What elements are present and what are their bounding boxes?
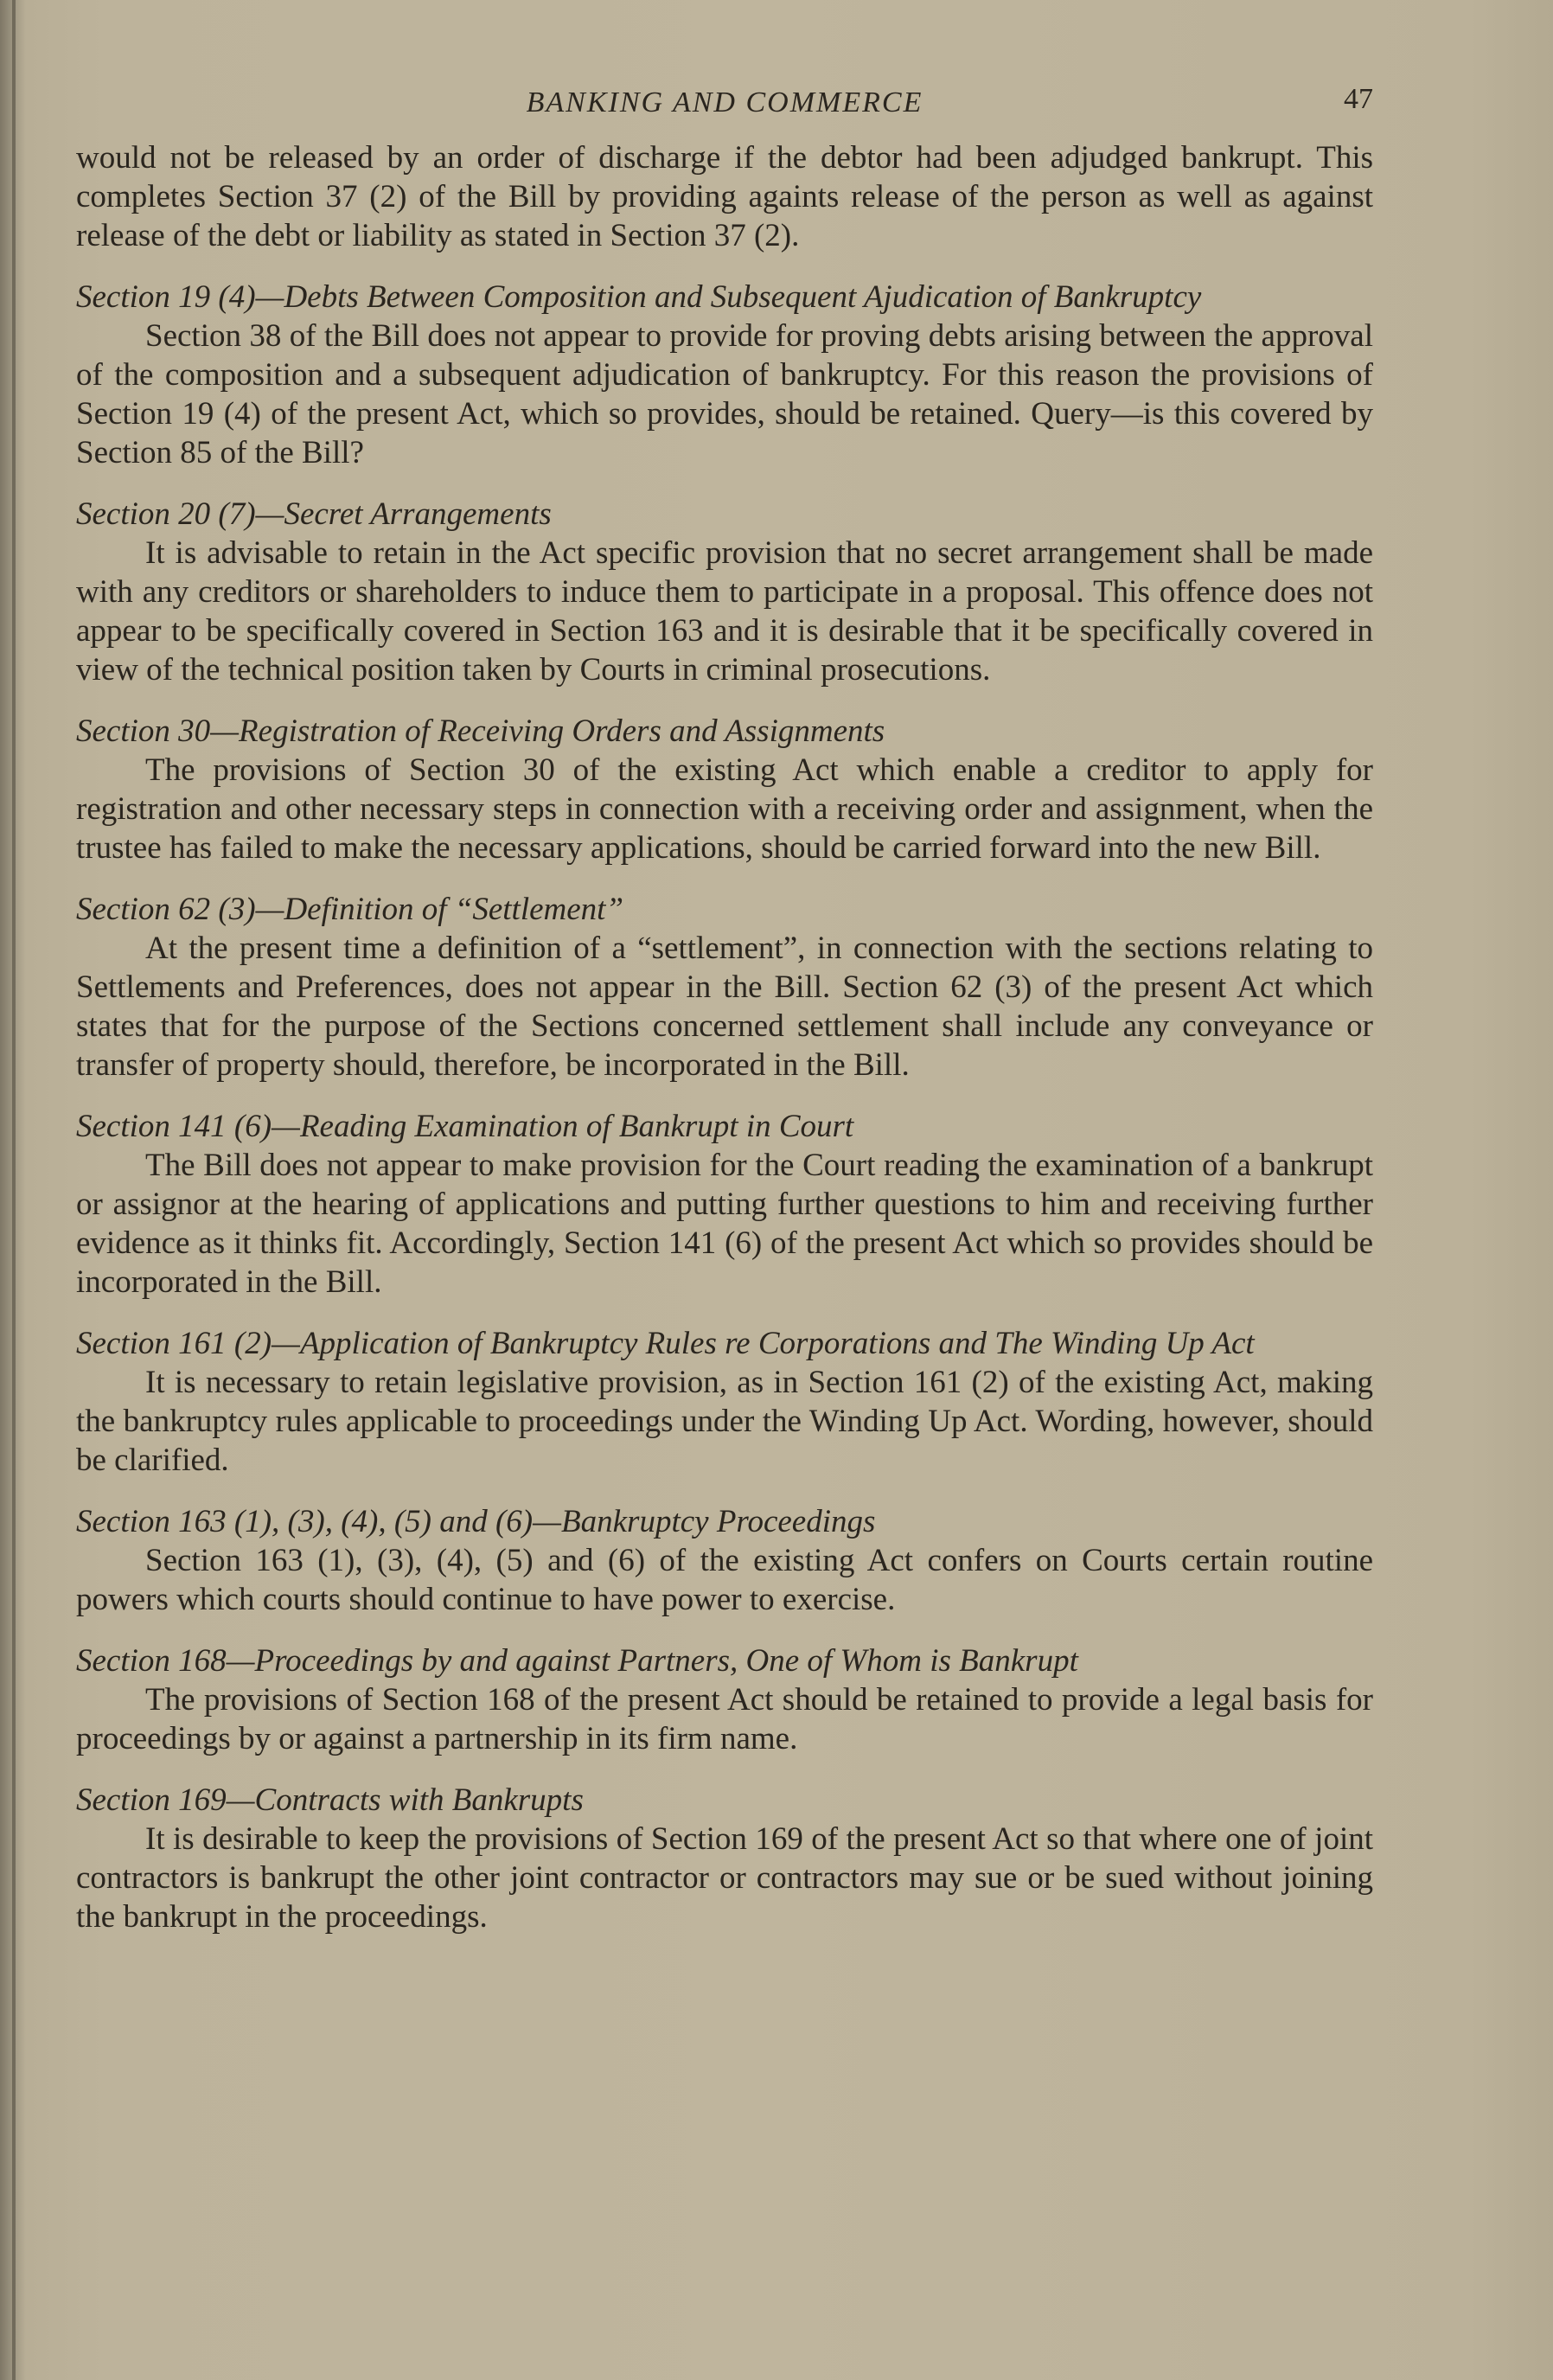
section-heading: Section 169—Contracts with Bankrupts [76, 1782, 584, 1818]
section-62-3 [76, 890, 1373, 1084]
section-text: It is desirable to keep the provisions of Section 169 of the present Act so that where one of joint contractors is bankrupt the other joint contractor or contractors may sue or be sued without joining the bankrupt in the proceedings. [76, 1821, 1373, 1935]
section-text: At the present time a definition of a “settlement”, in connection with the sections relating to Settlements and Preferences, does not appear in the Bill. Section 62 (3) of the present Act which states that for the purpose of the Sections concerned settlement shall include any conveyance or transfer of property should, therefore, be incorporated in the Bill. [76, 931, 1373, 1083]
section-heading: Section 141 (6)—Reading Examination of Bankrupt in Court [76, 1109, 854, 1144]
section-text: Section 38 of the Bill does not appear to provide for proving debts arising between the approval of the composition and a subsequent adjudication of bankruptcy. For this reason the provisions of Section 19 (4) of the present Act, which so provides, should be retained. Query—is this covered by Section 85 of the Bill? [76, 318, 1373, 470]
section-169 [76, 1781, 1373, 1936]
section-heading: Section 30—Registration of Receiving Orders and Assignments [76, 713, 885, 749]
section-168 [76, 1641, 1373, 1758]
section-heading: Section 161 (2)—Application of Bankruptcy Rules re Corporations and The Winding Up Act [76, 1326, 1255, 1361]
section-20-7 [76, 495, 1373, 689]
section-text: It is necessary to retain legislative provision, as in Section 161 (2) of the existing Act, making the bankruptcy rules applicable to proceedings under the Winding Up Act. Wording, however, should be clarified. [76, 1365, 1373, 1478]
intro-paragraph: would not be released by an order of discharge if the debtor had been adjudged bankrupt. This completes Section 37 (2) of the Bill by providing againts release of the person as well as against release of the debt or liability as stated in Section 37 (2). [76, 140, 1373, 253]
section-text: The provisions of Section 168 of the present Act should be retained to provide a legal basis for proceedings by or against a partnership in its firm name. [76, 1682, 1373, 1756]
section-141-6 [76, 1107, 1373, 1302]
section-text: Section 163 (1), (3), (4), (5) and (6) of the existing Act confers on Courts certain routine powers which courts should continue to have power to exercise. [76, 1543, 1373, 1617]
section-text: The Bill does not appear to make provision for the Court reading the examination of a bankrupt or assignor at the hearing of applications and putting further questions to him and receiving further evidence as it thinks fit. Accordingly, Section 141 (6) of the present Act which so provides should be incorporated in the Bill. [76, 1148, 1373, 1300]
running-header [76, 78, 1373, 138]
section-heading: Section 163 (1), (3), (4), (5) and (6)—Bankruptcy Proceedings [76, 1504, 876, 1539]
section-heading: Section 62 (3)—Definition of “Settlement” [76, 892, 624, 927]
running-title: BANKING AND COMMERCE [526, 86, 923, 118]
section-text: It is advisable to retain in the Act specific provision that no secret arrangement shall be made with any creditors or shareholders to induce them to participate in a proposal. This offence does not appear to be specifically covered in Section 163 and it is desirable that it be specifically covered in view of the technical position taken by Courts in criminal prosecutions. [76, 535, 1373, 688]
section-heading: Section 19 (4)—Debts Between Composition and Subsequent Ajudication of Bankruptcy [76, 279, 1202, 315]
page-content [76, 78, 1373, 1936]
section-163 [76, 1502, 1373, 1619]
binding-edge [12, 0, 16, 2380]
section-text: The provisions of Section 30 of the existing Act which enable a creditor to apply for registration and other necessary steps in connection with a receiving order and assignment, when the trustee has failed to make the necessary applications, should be carried forward into the new Bill. [76, 752, 1373, 866]
section-heading: Section 168—Proceedings by and against Partners, One of Whom is Bankrupt [76, 1643, 1078, 1679]
page-number: 47 [1344, 83, 1373, 115]
section-heading: Section 20 (7)—Secret Arrangements [76, 496, 552, 532]
section-19-4 [76, 278, 1373, 472]
section-30 [76, 712, 1373, 867]
section-161-2 [76, 1324, 1373, 1480]
